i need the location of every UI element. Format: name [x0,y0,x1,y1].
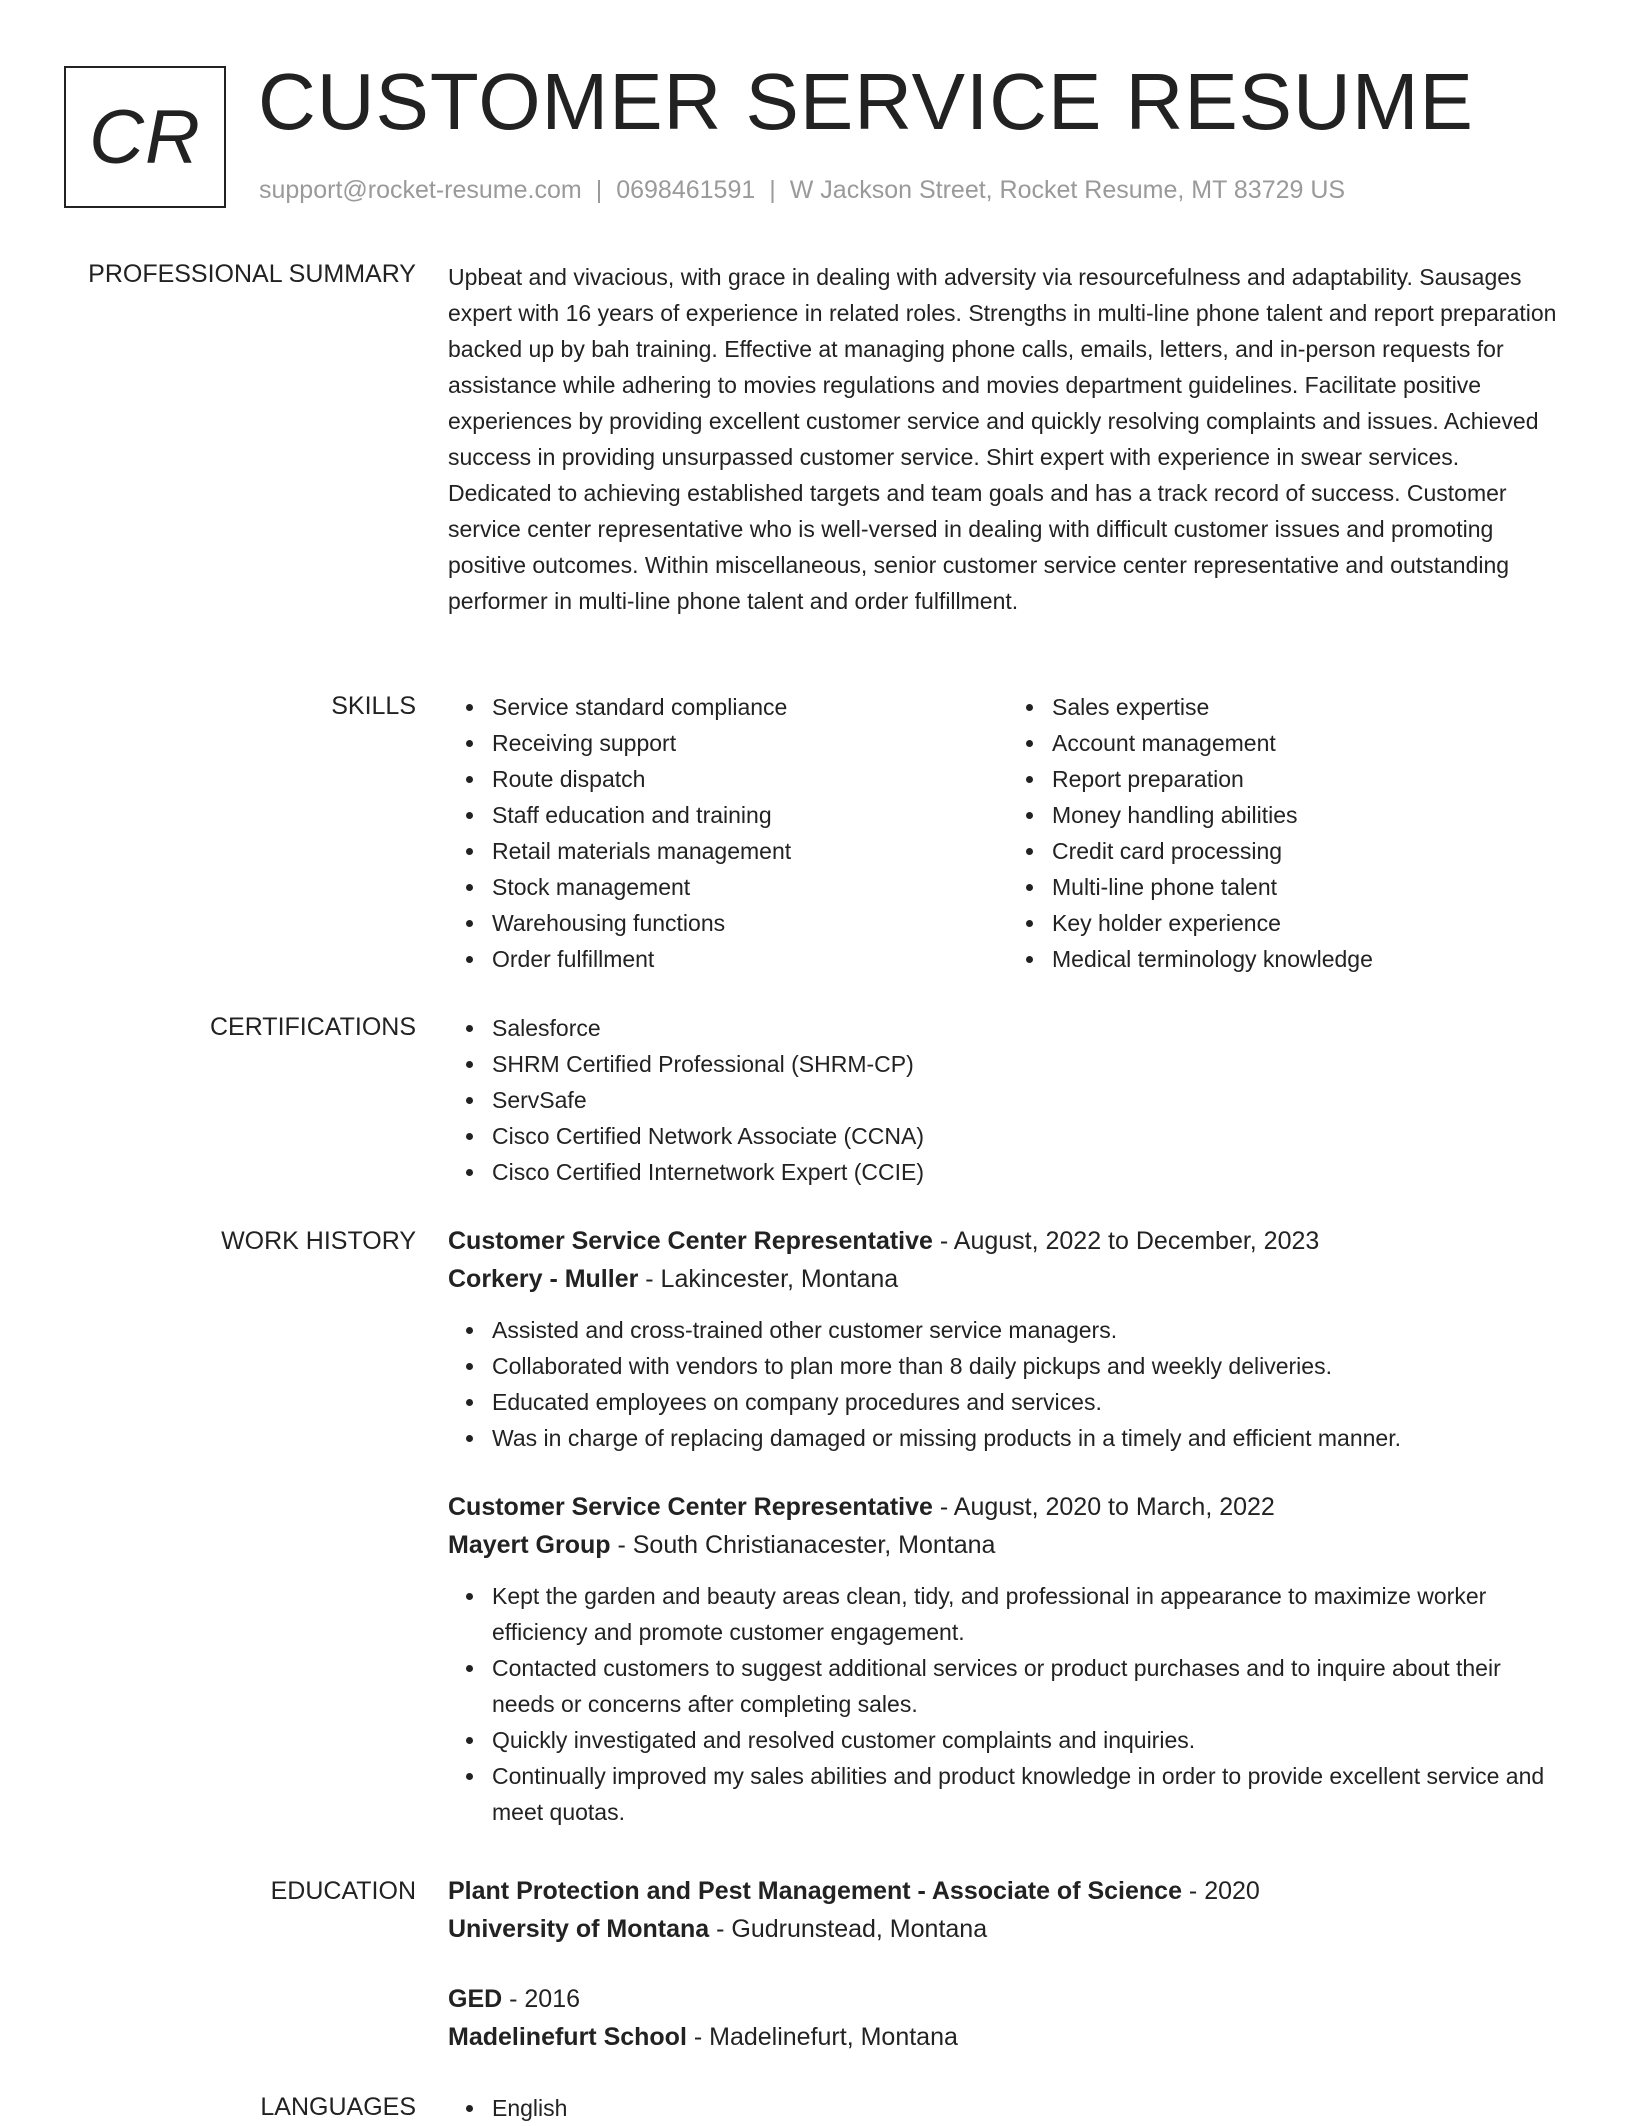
job-title-line [448,1488,1568,1526]
skill-item: Stock management [492,869,1008,905]
section-label-work-history: WORK HISTORY [221,1227,416,1255]
job-company-line [448,1526,1568,1564]
section-label-certifications: CERTIFICATIONS [209,1013,416,1041]
job-duty: Educated employees on company procedures and services. [492,1384,1568,1420]
education-year: - 2016 [502,1985,581,2013]
contact-email[interactable]: support@rocket-resume.com [259,176,582,204]
job-location: - Lakincester, Montana [638,1265,899,1293]
section-label-languages: LANGUAGES [260,2093,416,2121]
job-dates: - August, 2022 to December, 2023 [932,1227,1320,1255]
skill-item: Service standard compliance [492,689,1008,725]
job-company-line [448,1260,1568,1298]
job-company: Corkery - Muller [448,1265,639,1293]
education-school: University of Montana [448,1915,710,1943]
education-body [448,1872,1568,2088]
education-degree-line [448,1872,1568,1910]
skill-item: Warehousing functions [492,905,1008,941]
job-duty: Assisted and cross-trained other customer service managers. [492,1312,1568,1348]
education-location: - Madelinefurt, Montana [686,2023,958,2051]
section-label-education: EDUCATION [270,1877,416,1905]
section-label-summary: PROFESSIONAL SUMMARY [88,260,416,288]
job-entry [448,1488,1568,1830]
job-title: Customer Service Center Representative [448,1227,933,1255]
job-duty: Was in charge of replacing damaged or missing products in a timely and efficient manner. [492,1420,1568,1456]
skill-item: Sales expertise [1052,689,1568,725]
job-duties-list [448,1578,1568,1830]
certification-item: ServSafe [492,1082,1568,1118]
job-duties-list [448,1312,1568,1456]
certification-item: Salesforce [492,1010,1568,1046]
work-history-body [448,1222,1568,1862]
education-school-line [448,2018,1568,2056]
skill-item: Money handling abilities [1052,797,1568,833]
certification-item: SHRM Certified Professional (SHRM-CP) [492,1046,1568,1082]
contact-line [259,173,1345,207]
skills-list-left [448,689,1008,977]
skill-item: Account management [1052,725,1568,761]
education-year: - 2020 [1181,1877,1260,1905]
skill-item: Key holder experience [1052,905,1568,941]
certification-item: Cisco Certified Network Associate (CCNA) [492,1118,1568,1154]
certification-item: Cisco Certified Internetwork Expert (CCIE) [492,1154,1568,1190]
job-company: Mayert Group [448,1531,611,1559]
job-duty: Collaborated with vendors to plan more than 8 daily pickups and weekly deliveries. [492,1348,1568,1384]
skills-list-right [1008,689,1568,977]
education-location: - Gudrunstead, Montana [709,1915,988,1943]
education-entry [448,1872,1568,1948]
skill-item: Credit card processing [1052,833,1568,869]
job-duty: Contacted customers to suggest additional services or product purchases and to inquire about their needs or concerns after completing sales. [492,1650,1568,1722]
education-school: Madelinefurt School [448,2023,687,2051]
skill-item: Retail materials management [492,833,1008,869]
education-degree-line [448,1980,1568,2018]
page-title: CUSTOMER SERVICE RESUME [258,57,1474,146]
certifications-body [448,1010,1568,1190]
job-location: - South Christianacester, Montana [610,1531,996,1559]
job-title-line [448,1222,1568,1260]
education-degree: Plant Protection and Pest Management - Associate of Science [448,1877,1182,1905]
job-duty: Kept the garden and beauty areas clean, tidy, and professional in appearance to maximize worker efficiency and promote customer engagement. [492,1578,1568,1650]
job-entry [448,1222,1568,1456]
job-title: Customer Service Center Representative [448,1493,933,1521]
contact-phone[interactable]: 0698461591 [616,176,756,204]
skill-item: Route dispatch [492,761,1008,797]
language-item: English [492,2090,1568,2126]
monogram-logo: CR [64,66,226,208]
skill-item: Multi-line phone talent [1052,869,1568,905]
job-duty: Continually improved my sales abilities and product knowledge in order to provide excellent service and meet quotas. [492,1758,1568,1830]
skill-item: Receiving support [492,725,1008,761]
skill-item: Report preparation [1052,761,1568,797]
contact-address: W Jackson Street, Rocket Resume, MT 83729 US [789,176,1346,204]
section-label-skills: SKILLS [331,692,416,720]
languages-body [448,2090,1568,2126]
skill-item: Order fulfillment [492,941,1008,977]
education-degree: GED [448,1985,503,2013]
skill-item: Staff education and training [492,797,1008,833]
skills-columns [448,689,1568,977]
certifications-list [448,1010,1568,1190]
contact-separator: | [769,176,776,204]
job-duty: Quickly investigated and resolved customer complaints and inquiries. [492,1722,1568,1758]
education-entry [448,1980,1568,2056]
education-school-line [448,1910,1568,1948]
skill-item: Medical terminology knowledge [1052,941,1568,977]
contact-separator: | [595,176,603,204]
job-dates: - August, 2020 to March, 2022 [932,1493,1275,1521]
languages-list [448,2090,1568,2126]
summary-text: Upbeat and vivacious, with grace in dealing with adversity via resourcefulness and adaptability. Sausages expert with 16 years of experience in related roles. Strengths in multi-line phone talent and report preparation backed up by bah training. Effective at managing phone calls, emails, letters, and in-person requests for assistance while adhering to movies regulations and movies department guidelines. Facilitate positive experiences by providing excellent customer service and quickly resolving complaints and issues. Achieved success in providing unsurpassed customer service. Shirt expert with experience in swear services. Dedicated to achieving established targets and team goals and has a track record of success. Customer service center representative who is well-versed in dealing with difficult customer issues and promoting positive outcomes. Within miscellaneous, senior customer service center representative and outstanding performer in multi-line phone talent and order fulfillment. [448,264,1557,614]
